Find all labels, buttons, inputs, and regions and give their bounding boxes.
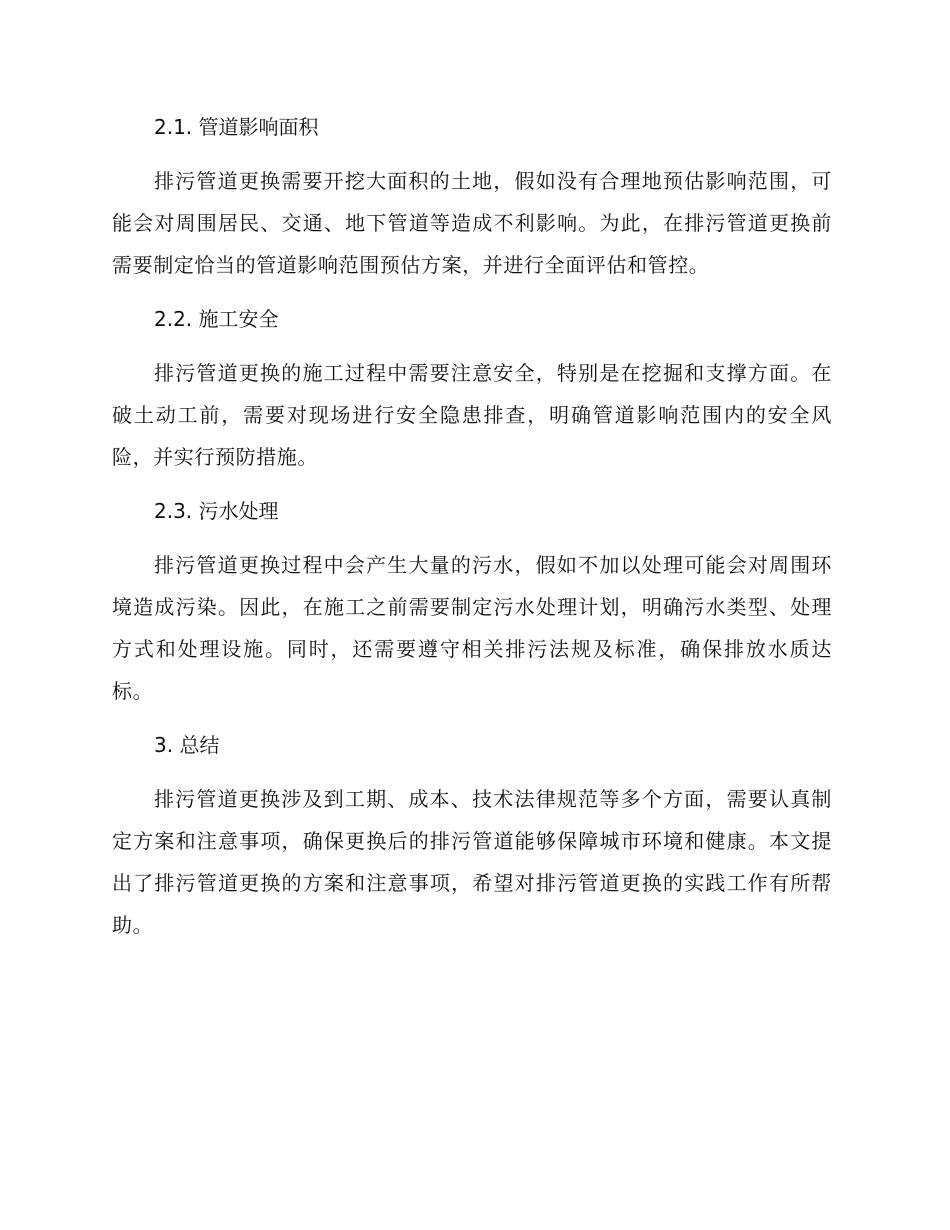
section-construction-safety	[112, 302, 832, 478]
section-heading: 2.3. 污水处理	[154, 499, 279, 523]
section-paragraph: 排污管道更换需要开挖大面积的土地，假如没有合理地预估影响范围，可能会对周围居民、交通、地下管道等造成不利影响。为此，在排污管道更换前需要制定恰当的管道影响范围预估方案，并进行全面评估和管控。	[112, 169, 832, 277]
section-heading: 2.1. 管道影响面积	[154, 115, 319, 139]
section-sewage-treatment	[112, 494, 832, 712]
section-heading: 3. 总结	[154, 733, 220, 757]
section-heading: 2.2. 施工安全	[154, 307, 279, 331]
section-pipe-impact-area	[112, 110, 832, 286]
section-summary	[112, 728, 832, 946]
section-paragraph: 排污管道更换涉及到工期、成本、技术法律规范等多个方面，需要认真制定方案和注意事项，确保更换后的排污管道能够保障城市环境和健康。本文提出了排污管道更换的方案和注意事项，希望对排污管道更换的实践工作有所帮助。	[112, 787, 832, 937]
document-page	[112, 110, 832, 962]
section-paragraph: 排污管道更换过程中会产生大量的污水，假如不加以处理可能会对周围环境造成污染。因此，在施工之前需要制定污水处理计划，明确污水类型、处理方式和处理设施。同时，还需要遵守相关排污法规及标准，确保排放水质达标。	[112, 553, 832, 703]
section-paragraph: 排污管道更换的施工过程中需要注意安全，特别是在挖掘和支撑方面。在破土动工前，需要对现场进行安全隐患排查，明确管道影响范围内的安全风险，并实行预防措施。	[112, 361, 832, 469]
